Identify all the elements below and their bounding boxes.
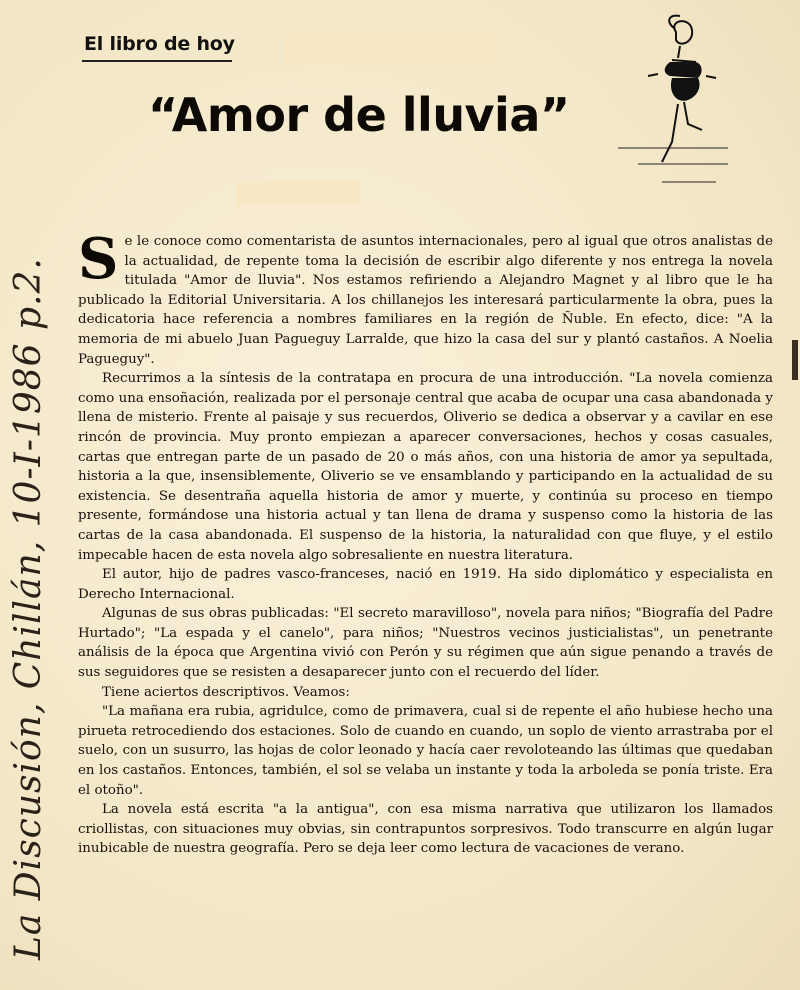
- paragraph: El autor, hijo de padres vasco-franceses, nació en 1919. Ha sido diplomático y especialista en Derecho Internacional.: [78, 567, 773, 602]
- article-title: “Amor de lluvia”: [148, 88, 570, 142]
- section-underline: [82, 60, 232, 62]
- paper-discoloration: [235, 182, 360, 206]
- drop-cap: S: [78, 226, 119, 292]
- paragraph: La novela está escrita "a la antigua", con esa misma narrativa que utilizaron los llamados criollistas, con situaciones muy obvias, sin contrapuntos sorpresivos. Todo transcurre en algún lugar inubicable de nuestra geografía. Pero se deja leer como lectura de vacaciones de verano.: [78, 802, 773, 857]
- paper-discoloration: [285, 34, 495, 64]
- quotation-paragraph: "La mañana era rubia, agridulce, como de primavera, cual si de repente el año hubiese hecho una pirueta retrocediendo dos estaciones. Solo de cuando en cuando, un soplo de viento arrastraba por el suelo, con un susurro, las hojas de color leonado y hacía caer revoloteando las últimas que quedaban en los castaños. Entonces, también, el sol se velaba un instante y toda la arboleda se ponía triste. Era el otoño".: [78, 704, 773, 798]
- paragraph: Se le conoce como comentarista de asuntos internacionales, pero al igual que otros analistas de la actualidad, de repente toma la decisión de escribir algo diferente y nos entrega la novela titulada "Amor de lluvia". Nos estamos refiriendo a Alejandro Magnet y al libro que le ha publicado la Editorial Universitaria. A los chillanejos les interesará particularmente la obra, pues la dedicatoria hace referencia a nombres familiares en la región de Ñuble. En efecto, dice: "A la memoria de mi abuelo Juan Pagueguy Larralde, que hizo la casa del sur y plantó castaños. A Noelia Pagueguy".: [78, 226, 773, 367]
- paragraph: Algunas de sus obras publicadas: "El secreto maravilloso", novela para niños; "Biografía del Padre Hurtado"; "La espada y el canelo", para niños; "Nuestros vecinos justicialistas", un penetrante análisis de la época que Argentina vivió con Perón y su régimen que aún sigue penando a través de sus seguidores que se resisten a desaparecer junto con el recuerdo del líder.: [78, 606, 773, 681]
- woman-figure-illustration: [618, 12, 738, 192]
- paragraph: Recurrimos a la síntesis de la contratapa en procura de una introducción. "La novela comienza como una ensoñación, realizada por el personaje central que acaba de ocupar una casa abandonada y llena de misterio. Frente al paisaje y sus recuerdos, Oliverio se dedica a observar y a cavilar en ese rincón de provincia. Muy pronto empiezan a aparecer conversaciones, hechos y cosas casuales, cartas que entregan parte de un pasado de 20 o más años, con una historia de amor ya sepultada, historia a la que, insensiblemente, Oliverio se ve ensamblando y participando en la actualidad de su existencia. Se desentraña aquella historia de amor y muerte, y continúa su proceso en tiempo presente, formándose una historia actual y tan llena de drama y suspenso como la historia de las cartas de la casa abandonada. El suspenso de la historia, la naturalidad con que fluye, y el estilo impecable hacen de esta novela algo sobresaliente en nuestra literatura.: [78, 371, 773, 563]
- paragraph: Tiene aciertos descriptivos. Veamos:: [102, 684, 350, 700]
- edge-mark: [792, 340, 798, 380]
- handwritten-source-note: La Discusión, Chillán, 10-I-1986 p.2.: [8, 257, 49, 960]
- section-heading: El libro de hoy: [84, 33, 235, 55]
- article-body: [78, 226, 773, 859]
